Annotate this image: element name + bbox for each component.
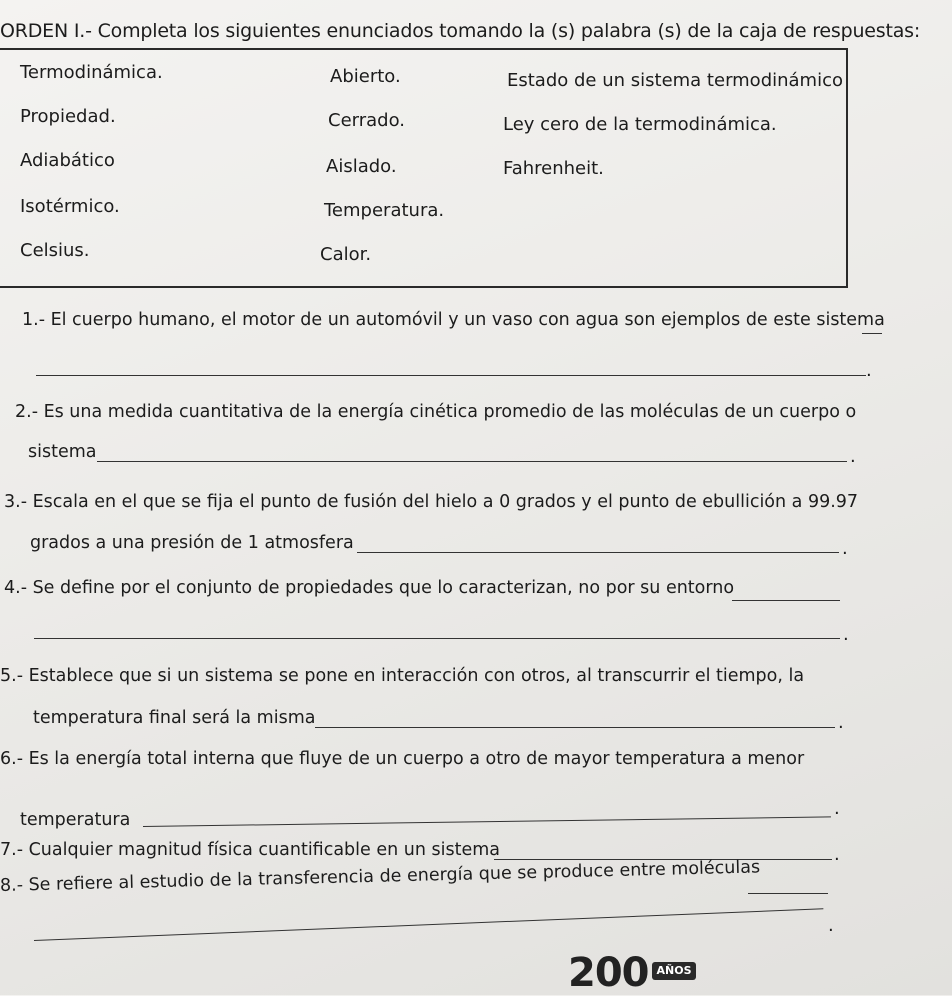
answer-option: Aislado. xyxy=(326,156,397,177)
period: . xyxy=(842,538,848,559)
answer-blank xyxy=(34,638,840,639)
answer-option: Fahrenheit. xyxy=(503,158,604,179)
question-7: 7.- Cualquier magnitud física cuantificable en un sistema xyxy=(0,840,501,860)
period: . xyxy=(828,915,834,936)
question-1: 1.- El cuerpo humano, el motor de un automóvil y un vaso con agua son ejemplos de este sistema xyxy=(22,310,885,330)
anniversary-logo: 200 xyxy=(568,950,649,996)
answer-option: Isotérmico. xyxy=(20,196,120,217)
question-4: 4.- Se define por el conjunto de propiedades que lo caracterizan, no por su entorno xyxy=(4,578,735,598)
answer-blank xyxy=(36,375,866,376)
answer-option: Temperatura. xyxy=(324,200,445,221)
answer-blank xyxy=(732,600,840,601)
period: . xyxy=(834,844,840,865)
answer-blank xyxy=(97,461,847,462)
period: . xyxy=(834,798,840,819)
question-5: 5.- Establece que si un sistema se pone en interacción con otros, al transcurrir el tiempo, la xyxy=(0,666,805,686)
answer-blank xyxy=(357,552,839,553)
answer-option: Calor. xyxy=(320,244,372,265)
answer-option: Termodinámica. xyxy=(20,62,163,83)
period: . xyxy=(843,624,849,645)
question-2-cont: sistema xyxy=(28,442,97,462)
answer-option: Abierto. xyxy=(330,66,401,87)
answer-blank xyxy=(143,816,831,827)
answer-option: Adiabático xyxy=(20,150,115,171)
period: . xyxy=(838,712,844,733)
answer-option: Propiedad. xyxy=(20,106,116,127)
answer-option: Celsius. xyxy=(20,240,90,261)
question-2: 2.- Es una medida cuantitativa de la energía cinética promedio de las moléculas de un cuerpo o xyxy=(15,402,857,422)
answer-blank xyxy=(748,893,828,894)
answer-blank xyxy=(315,727,835,728)
question-6-cont: temperatura xyxy=(20,810,131,830)
answer-blank xyxy=(862,333,882,334)
answer-box xyxy=(0,48,848,288)
worksheet-title: ORDEN I.- Completa los siguientes enunciados tomando la (s) palabra (s) de la caja de respuestas: xyxy=(0,20,921,42)
question-3-cont: grados a una presión de 1 atmosfera xyxy=(30,533,354,553)
anniversary-badge: AÑOS xyxy=(652,962,696,980)
question-8: 8.- Se refiere al estudio de la transferencia de energía que se produce entre moléculas xyxy=(0,857,761,896)
answer-option: Ley cero de la termodinámica. xyxy=(503,114,777,135)
answer-option: Cerrado. xyxy=(328,110,406,131)
answer-option: Estado de un sistema termodinámico xyxy=(507,70,844,91)
answer-blank xyxy=(34,908,823,941)
period: . xyxy=(850,446,856,467)
question-6: 6.- Es la energía total interna que fluye de un cuerpo a otro de mayor temperatura a menor xyxy=(0,749,805,769)
question-3: 3.- Escala en el que se fija el punto de fusión del hielo a 0 grados y el punto de ebullición a 99.97 xyxy=(4,492,859,512)
question-5-cont: temperatura final será la misma xyxy=(33,708,316,728)
period: . xyxy=(866,360,872,381)
